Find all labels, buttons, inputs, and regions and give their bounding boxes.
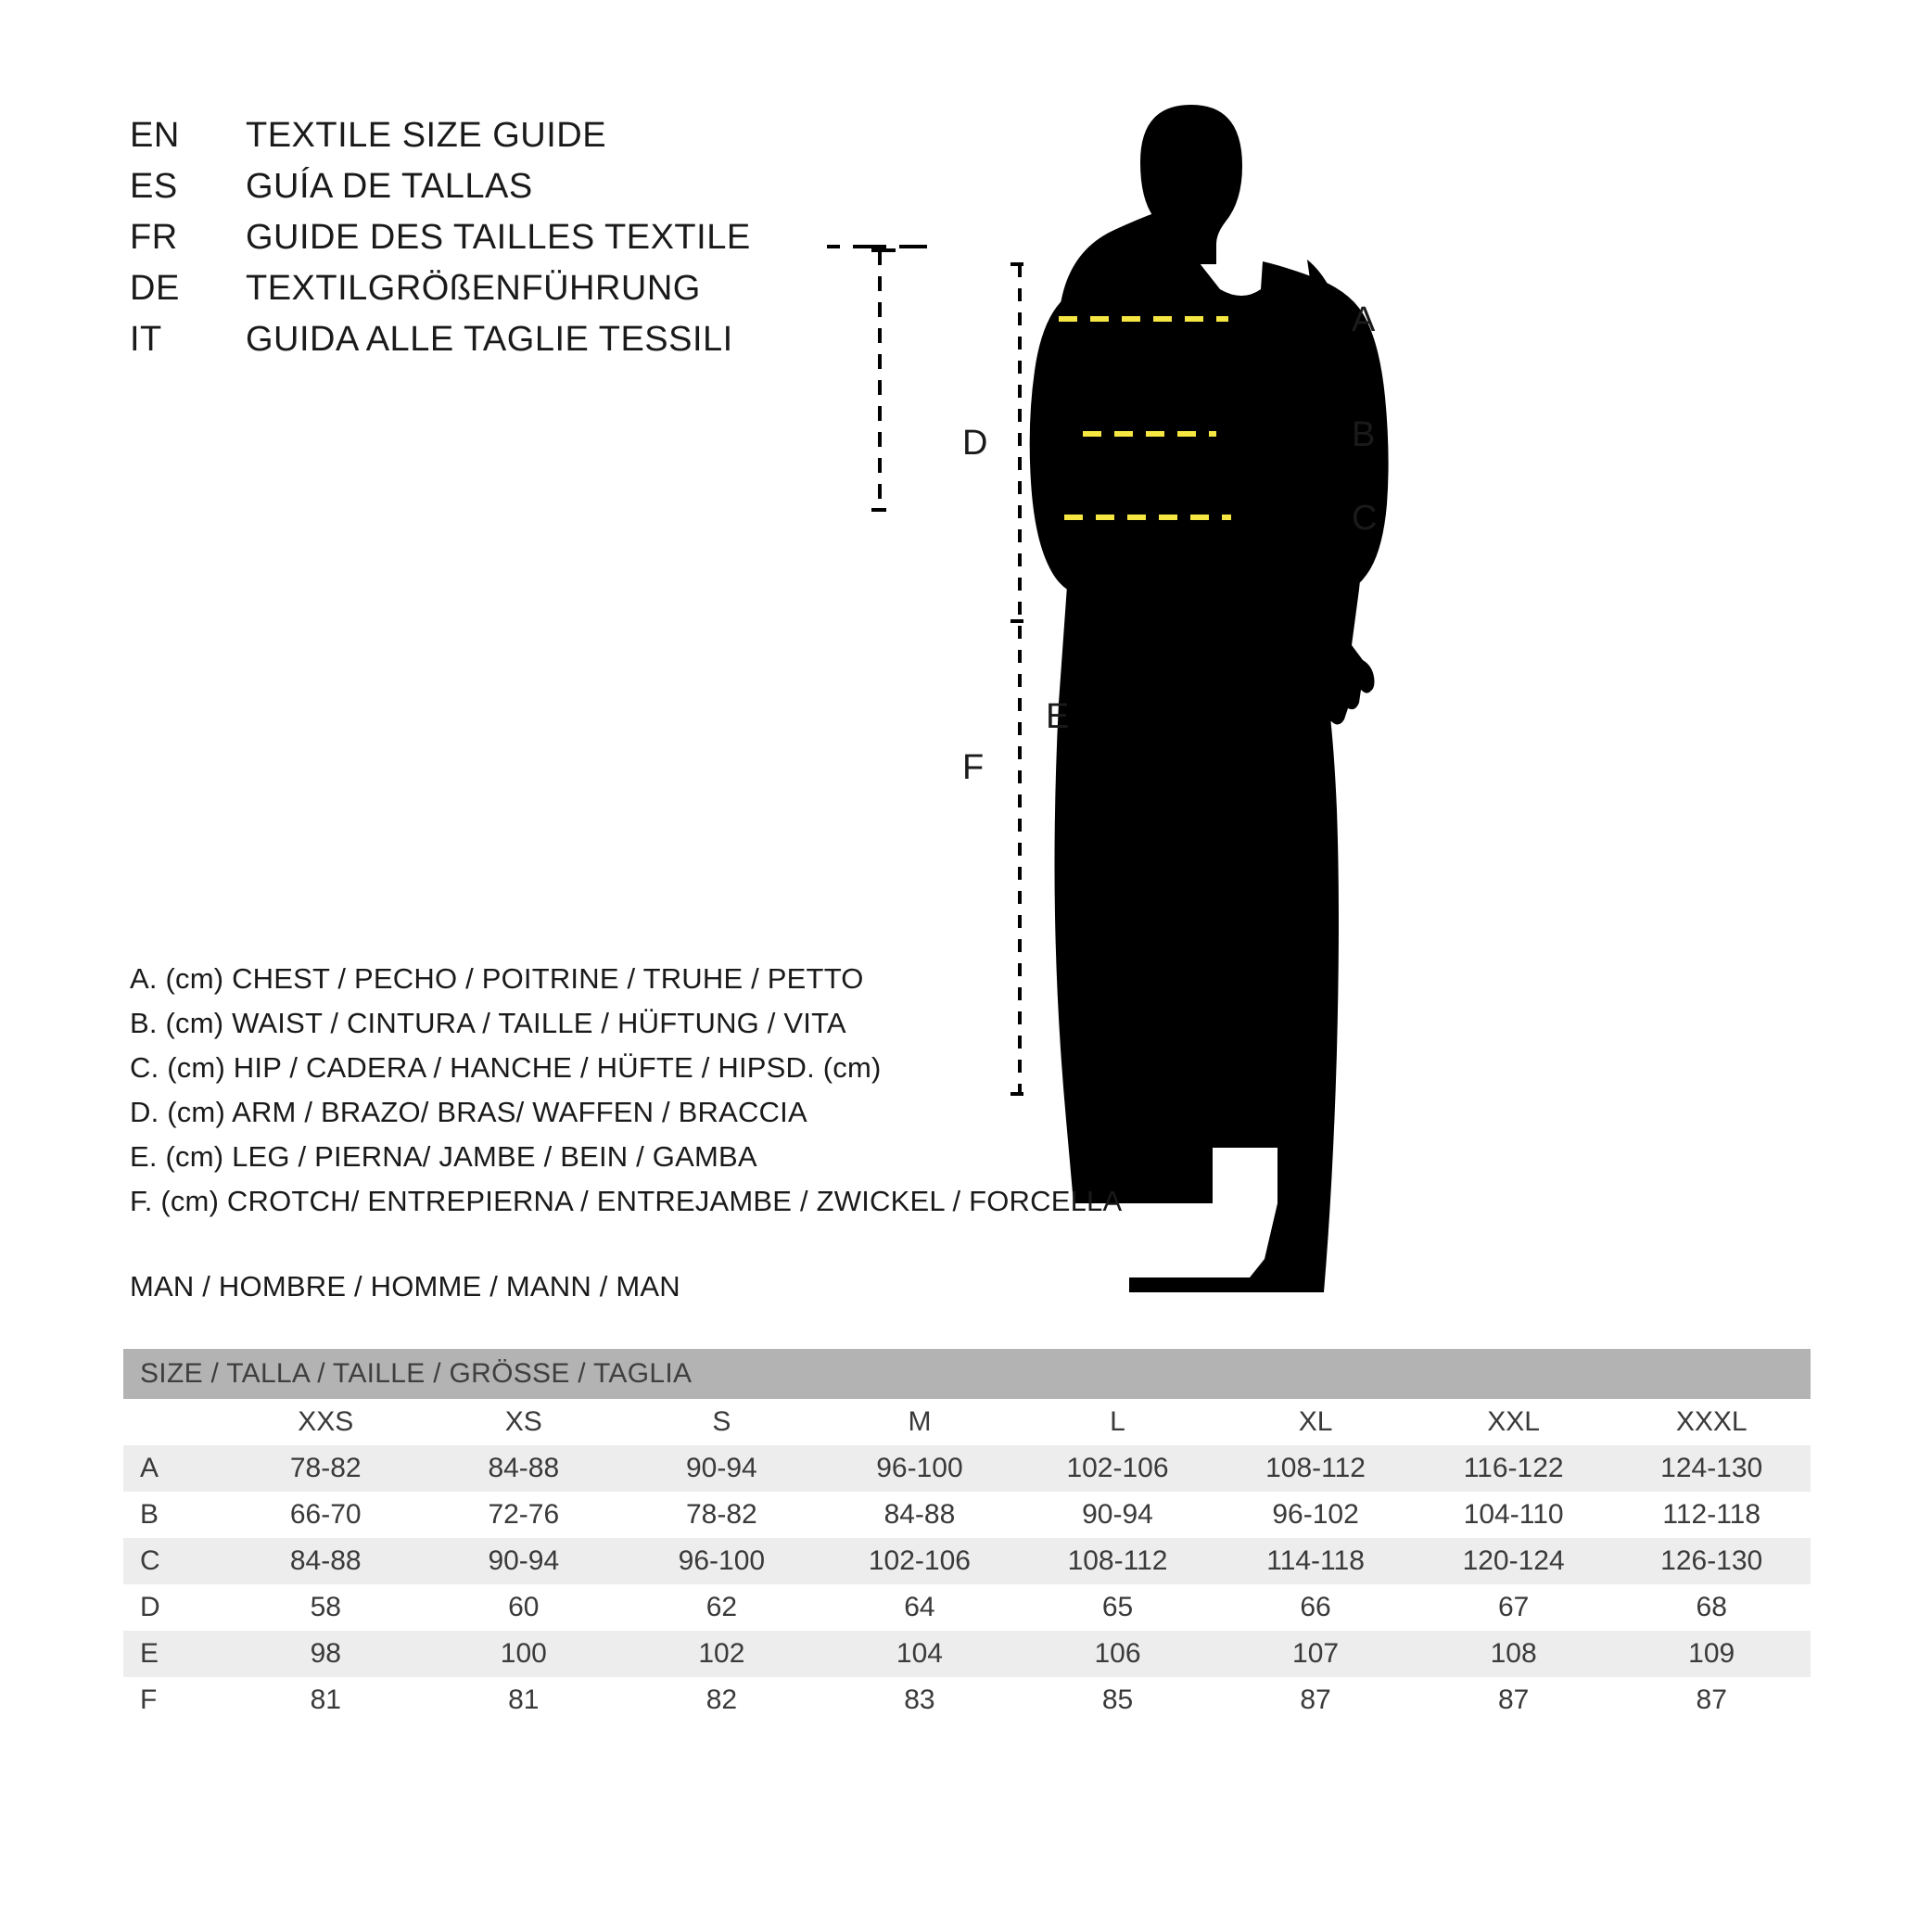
size-header-xxs: XXS — [226, 1399, 425, 1445]
cell-f-xxl: 87 — [1415, 1677, 1613, 1723]
cell-c-l: 108-112 — [1019, 1538, 1217, 1584]
title-text-de: TEXTILGRÖßENFÜHRUNG — [246, 269, 701, 308]
size-header-l: L — [1019, 1399, 1217, 1445]
cell-e-xxl: 108 — [1415, 1631, 1613, 1677]
title-lang-fr: FR — [130, 218, 178, 257]
cell-c-s: 96-100 — [623, 1538, 821, 1584]
cell-d-xl: 66 — [1216, 1584, 1415, 1631]
title-row — [130, 320, 964, 371]
table-row — [123, 1492, 1811, 1538]
cell-d-xs: 60 — [425, 1584, 623, 1631]
legend-item-f: F. (cm) CROTCH/ ENTREPIERNA / ENTREJAMBE / ZWICKEL / FORCELLA — [130, 1185, 1123, 1217]
title-row — [130, 116, 964, 167]
size-table — [123, 1349, 1811, 1723]
legend-item-d: D. (cm) ARM / BRAZO/ BRAS/ WAFFEN / BRACCIA — [130, 1096, 807, 1128]
size-header-xs: XS — [425, 1399, 623, 1445]
cell-b-xxl: 104-110 — [1415, 1492, 1613, 1538]
cell-e-xs: 100 — [425, 1631, 623, 1677]
cell-c-xl: 114-118 — [1216, 1538, 1415, 1584]
cell-f-xxs: 81 — [226, 1677, 425, 1723]
row-label-d: D — [123, 1584, 226, 1631]
size-header-xl: XL — [1216, 1399, 1415, 1445]
legend-item-b: B. (cm) WAIST / CINTURA / TAILLE / HÜFTUNG / VITA — [130, 1007, 846, 1039]
title-text-es: GUÍA DE TALLAS — [246, 167, 533, 206]
cell-f-xl: 87 — [1216, 1677, 1415, 1723]
cell-b-xl: 96-102 — [1216, 1492, 1415, 1538]
cell-d-m: 64 — [820, 1584, 1019, 1631]
cell-c-xxs: 84-88 — [226, 1538, 425, 1584]
cell-a-xxl: 116-122 — [1415, 1445, 1613, 1492]
table-row — [123, 1631, 1811, 1677]
row-label-b: B — [123, 1492, 226, 1538]
title-text-en: TEXTILE SIZE GUIDE — [246, 116, 607, 155]
cell-f-xs: 81 — [425, 1677, 623, 1723]
gender-label: MAN / HOMBRE / HOMME / MANN / MAN — [130, 1270, 680, 1303]
cell-a-xs: 84-88 — [425, 1445, 623, 1492]
table-header-bar — [123, 1349, 1811, 1399]
cell-e-s: 102 — [623, 1631, 821, 1677]
cell-d-s: 62 — [623, 1584, 821, 1631]
cell-f-m: 83 — [820, 1677, 1019, 1723]
cell-e-m: 104 — [820, 1631, 1019, 1677]
cell-b-l: 90-94 — [1019, 1492, 1217, 1538]
row-label-a: A — [123, 1445, 226, 1492]
cell-f-s: 82 — [623, 1677, 821, 1723]
size-header-m: M — [820, 1399, 1019, 1445]
legend-item-a: A. (cm) CHEST / PECHO / POITRINE / TRUHE / PETTO — [130, 962, 864, 995]
bracket-label-e: E — [1046, 697, 1070, 736]
cell-b-xxxl: 112-118 — [1612, 1492, 1811, 1538]
cell-e-xl: 107 — [1216, 1631, 1415, 1677]
size-header-s: S — [623, 1399, 821, 1445]
title-lang-de: DE — [130, 269, 180, 308]
cell-c-xxl: 120-124 — [1415, 1538, 1613, 1584]
cell-a-s: 90-94 — [623, 1445, 821, 1492]
row-label-c: C — [123, 1538, 226, 1584]
bracket-label-d: D — [962, 424, 988, 463]
corner-cell — [123, 1399, 226, 1445]
cell-b-m: 84-88 — [820, 1492, 1019, 1538]
cell-c-xxxl: 126-130 — [1612, 1538, 1811, 1584]
cell-d-xxs: 58 — [226, 1584, 425, 1631]
title-block — [130, 116, 964, 371]
legend-item-c: C. (cm) HIP / CADERA / HANCHE / HÜFTE / HIPSD. (cm) — [130, 1051, 882, 1084]
table-row — [123, 1538, 1811, 1584]
row-label-e: E — [123, 1631, 226, 1677]
cell-f-l: 85 — [1019, 1677, 1217, 1723]
size-header-xxl: XXL — [1415, 1399, 1613, 1445]
title-lang-en: EN — [130, 116, 180, 155]
legend-item-e: E. (cm) LEG / PIERNA/ JAMBE / BEIN / GAMBA — [130, 1140, 757, 1173]
cell-e-l: 106 — [1019, 1631, 1217, 1677]
cell-b-s: 78-82 — [623, 1492, 821, 1538]
legend-block — [130, 964, 1196, 1231]
title-lang-es: ES — [130, 167, 178, 206]
cell-e-xxs: 98 — [226, 1631, 425, 1677]
table-row — [123, 1445, 1811, 1492]
cell-f-xxxl: 87 — [1612, 1677, 1811, 1723]
cell-c-m: 102-106 — [820, 1538, 1019, 1584]
cell-a-xxs: 78-82 — [226, 1445, 425, 1492]
cell-b-xs: 72-76 — [425, 1492, 623, 1538]
row-label-f: F — [123, 1677, 226, 1723]
cell-d-xxxl: 68 — [1612, 1584, 1811, 1631]
cell-d-xxl: 67 — [1415, 1584, 1613, 1631]
table-size-header-row — [123, 1399, 1811, 1445]
callout-a: A — [1352, 300, 1376, 339]
title-lang-it: IT — [130, 320, 162, 359]
title-row — [130, 218, 964, 269]
cell-a-m: 96-100 — [820, 1445, 1019, 1492]
cell-a-l: 102-106 — [1019, 1445, 1217, 1492]
cell-a-xl: 108-112 — [1216, 1445, 1415, 1492]
bracket-label-f: F — [962, 748, 985, 787]
bracket-e-path — [1085, 445, 1103, 983]
cell-c-xs: 90-94 — [425, 1538, 623, 1584]
table-row — [123, 1677, 1811, 1723]
cell-b-xxs: 66-70 — [226, 1492, 425, 1538]
bracket-d-path — [1010, 264, 1029, 621]
title-text-it: GUIDA ALLE TAGLIE TESSILI — [246, 320, 733, 359]
cell-e-xxxl: 109 — [1612, 1631, 1811, 1677]
callout-c: C — [1352, 499, 1378, 538]
title-text-fr: GUIDE DES TAILLES TEXTILE — [246, 218, 751, 257]
size-header-xxxl: XXXL — [1612, 1399, 1811, 1445]
cell-d-l: 65 — [1019, 1584, 1217, 1631]
title-row — [130, 167, 964, 218]
title-row — [130, 269, 964, 320]
table-row — [123, 1584, 1811, 1631]
table-header-label: SIZE / TALLA / TAILLE / GRÖSSE / TAGLIA — [123, 1349, 1811, 1399]
callout-b: B — [1352, 415, 1376, 454]
cell-a-xxxl: 124-130 — [1612, 1445, 1811, 1492]
